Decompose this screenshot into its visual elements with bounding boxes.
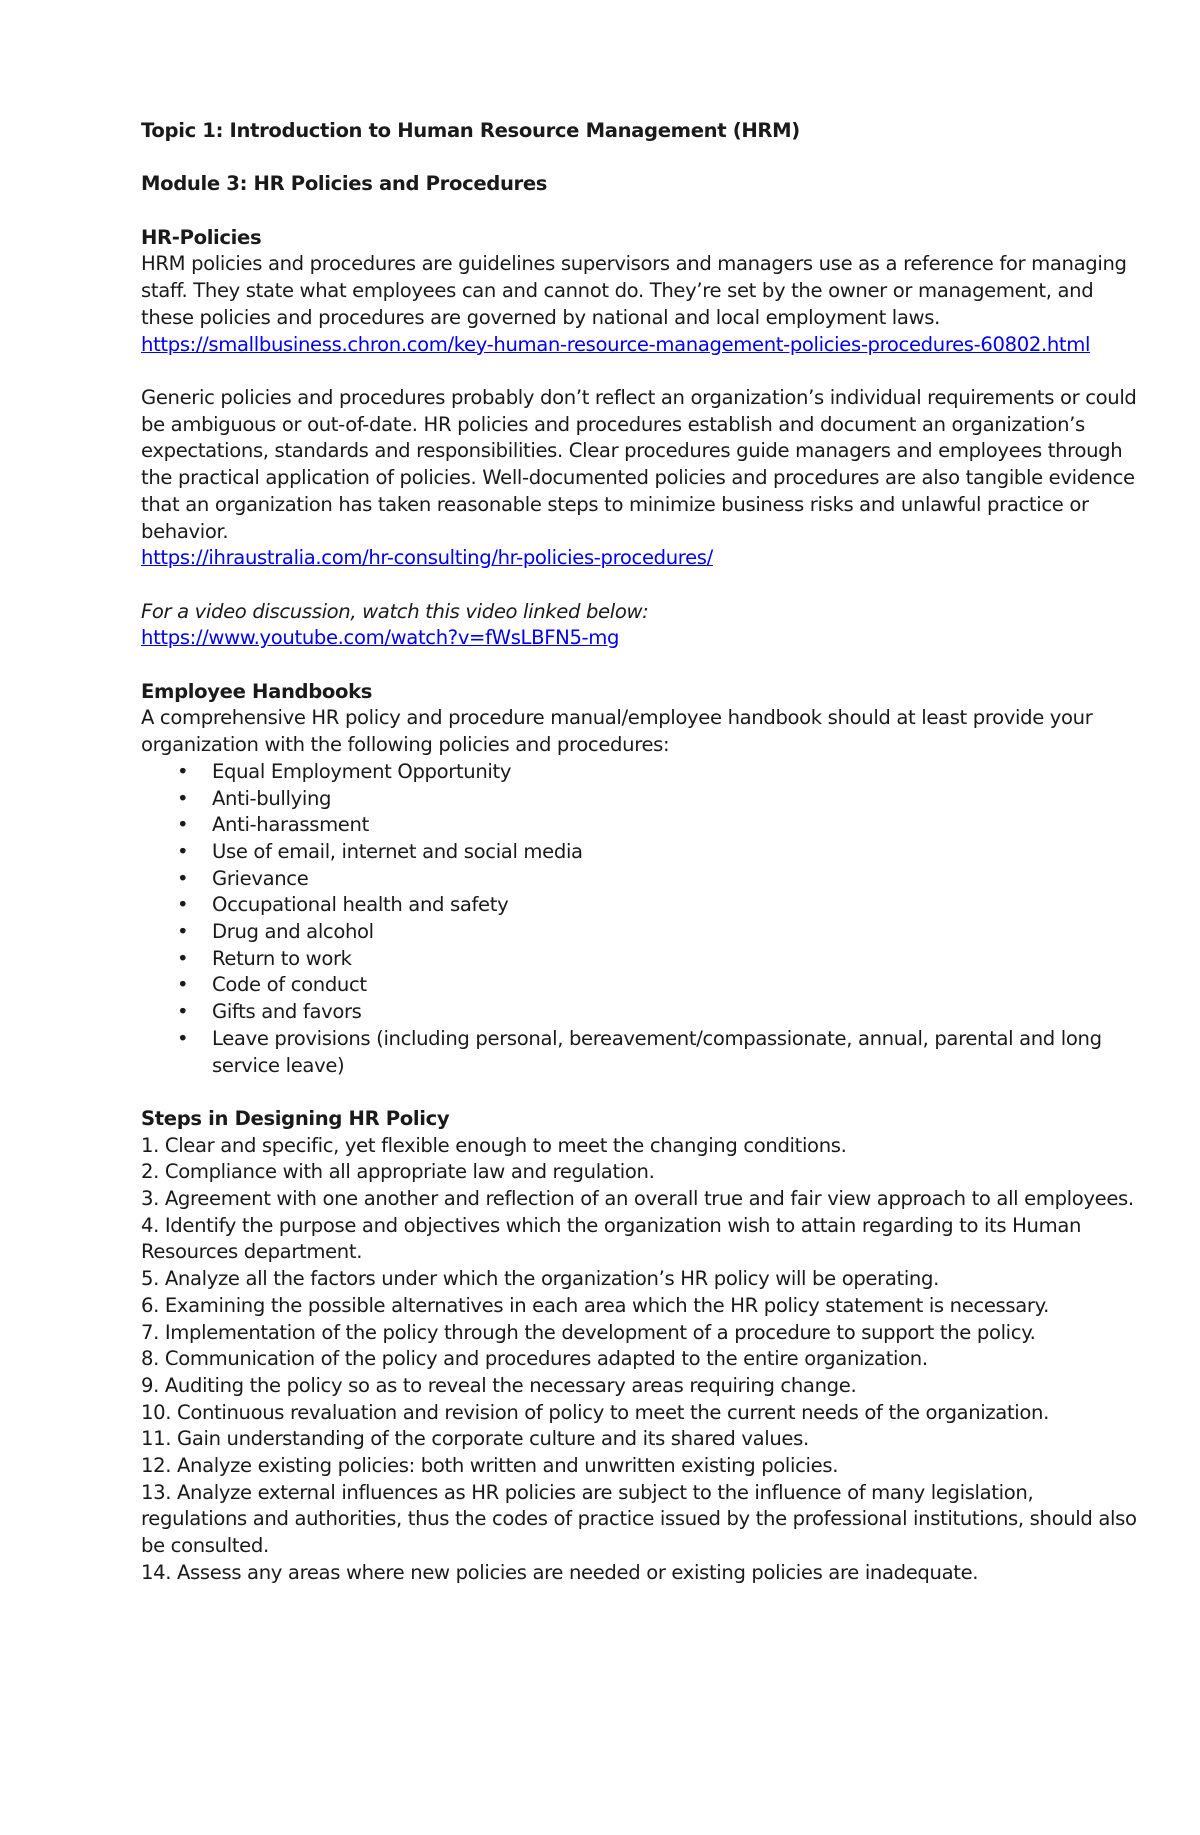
bullet-icon: • — [177, 866, 189, 890]
list-item — [141, 866, 1141, 893]
hr-policies-paragraph: HRM policies and procedures are guidelines supervisors and managers use as a reference for managing staff. They state what employees can and cannot do. They’re set by the owner or management, and these policies and procedures are governed by national and local employment laws. — [141, 252, 1127, 329]
bullet-icon: • — [177, 1026, 189, 1050]
step-item: 14. Assess any areas where new policies are needed or existing policies are inadequate. — [141, 1560, 979, 1584]
spacer — [141, 145, 1141, 172]
step-item: 6. Examining the possible alternatives in each area which the HR policy statement is necessary. — [141, 1293, 1049, 1317]
bullet-icon: • — [177, 973, 189, 997]
spacer — [141, 572, 1141, 599]
spacer — [141, 358, 1141, 385]
list-item — [141, 892, 1141, 919]
list-item — [141, 972, 1141, 999]
bullet-icon: • — [177, 920, 189, 944]
steps-heading: Steps in Designing HR Policy — [141, 1106, 450, 1130]
list-item — [141, 812, 1141, 839]
step-item: 12. Analyze existing policies: both written and unwritten existing policies. — [141, 1454, 839, 1478]
handbooks-intro: A comprehensive HR policy and procedure manual/employee handbook should at least provide your organization with the following policies and procedures: — [141, 706, 1093, 757]
bullet-icon: • — [177, 893, 189, 917]
handbook-policy-list — [141, 759, 1141, 1079]
list-item-text: Use of email, internet and social media — [212, 839, 583, 863]
step-item: 3. Agreement with one another and reflection of an overall true and fair view approach to all employees. — [141, 1187, 1134, 1211]
list-item-text: Anti-bullying — [212, 786, 332, 810]
generic-policies-paragraph: Generic policies and procedures probably don’t reflect an organization’s individual requirements or could be ambiguous or out-of-date. HR policies and procedures establish and document an organization’s expectations, standards and responsibilities. Clear procedures guide managers and employees through the practical application of policies. Well-documented policies and procedures are also tangible evidence that an organization has taken reasonable steps to minimize business risks and unlawful practice or behavior. — [141, 385, 1137, 543]
list-item — [141, 759, 1141, 786]
list-item — [141, 839, 1141, 866]
step-item: 13. Analyze external influences as HR policies are subject to the influence of many legislation, regulations and authorities, thus the codes of practice issued by the professional institutions, should also be consulted. — [141, 1480, 1137, 1558]
step-item: 4. Identify the purpose and objectives which the organization wish to attain regarding to its Human Resources department. — [141, 1213, 1082, 1264]
steps-section — [141, 1106, 1141, 1587]
bullet-icon: • — [177, 839, 189, 863]
ihraustralia-link[interactable]: https://ihraustralia.com/hr-consulting/hr-policies-procedures/ — [141, 546, 713, 570]
chron-link[interactable]: https://smallbusiness.chron.com/key-human-resource-management-policies-procedures-60802.html — [141, 332, 1091, 356]
steps-list — [141, 1133, 1141, 1587]
video-link-line — [141, 625, 1141, 652]
handbooks-heading: Employee Handbooks — [141, 679, 373, 703]
document-page — [141, 118, 1141, 1587]
list-item-text: Occupational health and safety — [212, 893, 509, 917]
list-item-text: Code of conduct — [212, 973, 367, 997]
video-section — [141, 599, 1141, 652]
hr-policies-link-line — [141, 332, 1141, 359]
step-item: 10. Continuous revaluation and revision of policy to meet the current needs of the organization. — [141, 1400, 1049, 1424]
step-item: 5. Analyze all the factors under which the organization’s HR policy will be operating. — [141, 1267, 939, 1291]
list-item — [141, 786, 1141, 813]
step-item: 11. Gain understanding of the corporate culture and its shared values. — [141, 1427, 809, 1451]
generic-policies-section — [141, 385, 1141, 572]
youtube-link[interactable]: https://www.youtube.com/watch?v=fWsLBFN5-mg — [141, 626, 620, 650]
spacer — [141, 1079, 1141, 1106]
step-item: 2. Compliance with all appropriate law and regulation. — [141, 1160, 655, 1184]
bullet-icon: • — [177, 786, 189, 810]
step-item: 1. Clear and specific, yet flexible enough to meet the changing conditions. — [141, 1133, 847, 1157]
hr-policies-heading: HR-Policies — [141, 225, 262, 249]
bullet-icon: • — [177, 813, 189, 837]
list-item-text: Grievance — [212, 866, 309, 890]
list-item-text: Anti-harassment — [212, 813, 369, 837]
list-item-text: Gifts and favors — [212, 1000, 362, 1024]
employee-handbooks-section — [141, 679, 1141, 1080]
list-item-text: Leave provisions (including personal, bereavement/compassionate, annual, parental and long service leave) — [212, 1026, 1102, 1077]
list-item-text: Return to work — [212, 946, 352, 970]
bullet-icon: • — [177, 1000, 189, 1024]
spacer — [141, 198, 1141, 225]
topic-title: Topic 1: Introduction to Human Resource Management (HRM) — [141, 119, 800, 142]
step-item: 8. Communication of the policy and procedures adapted to the entire organization. — [141, 1347, 928, 1371]
video-intro: For a video discussion, watch this video linked below: — [141, 599, 649, 623]
list-item — [141, 999, 1141, 1026]
list-item-text: Drug and alcohol — [212, 920, 374, 944]
list-item — [141, 1026, 1141, 1079]
list-item-text: Equal Employment Opportunity — [212, 759, 512, 783]
bullet-icon: • — [177, 946, 189, 970]
spacer — [141, 652, 1141, 679]
list-item — [141, 946, 1141, 973]
step-item: 7. Implementation of the policy through the development of a procedure to support the policy. — [141, 1320, 1036, 1344]
step-item: 9. Auditing the policy so as to reveal the necessary areas requiring change. — [141, 1373, 857, 1397]
list-item — [141, 919, 1141, 946]
module-title: Module 3: HR Policies and Procedures — [141, 172, 548, 196]
generic-link-line — [141, 545, 1141, 572]
hr-policies-section — [141, 225, 1141, 359]
bullet-icon: • — [177, 759, 189, 783]
